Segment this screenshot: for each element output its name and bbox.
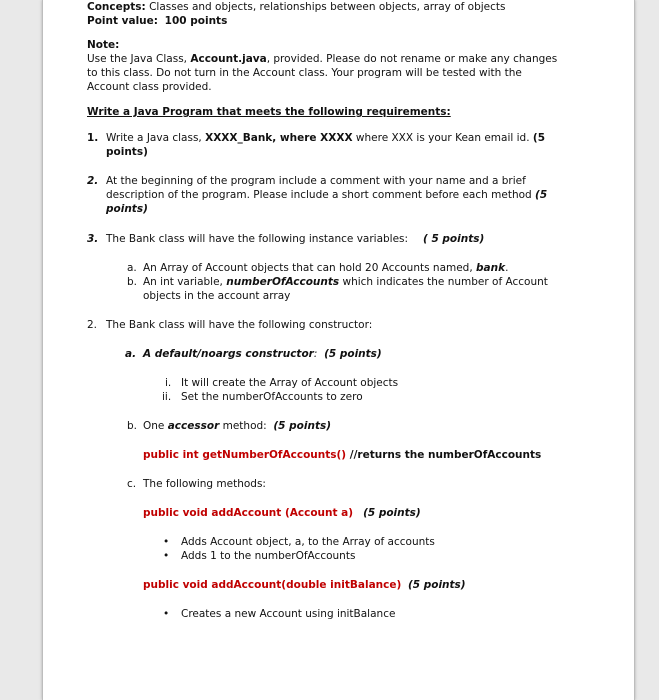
methods-c-label: c. [127, 478, 137, 490]
item-3-text: The Bank class will have the following instance variables: [106, 233, 409, 245]
accessor-code-line: public int getNumberOfAccounts() //returns the numberOfAccounts [143, 449, 542, 461]
bullet-icon: • [163, 550, 170, 562]
item-2-number: 2. [87, 175, 99, 187]
item-1-number: 1. [87, 132, 99, 144]
accessor-b-label: b. [127, 420, 138, 432]
methods-c-text: The following methods: [143, 478, 266, 490]
item-4-text: The Bank class will have the following constructor: [106, 319, 373, 331]
bullet-icon: • [163, 608, 170, 620]
method-1-line: public void addAccount (Account a) (5 points) [143, 507, 421, 519]
note-line-2: to this class. Do not turn in the Account class. Your program will be tested with the [87, 67, 522, 79]
bullet-icon: • [163, 536, 170, 548]
constructor-a-text: A default/noargs constructor: (5 points) [143, 348, 382, 360]
constructor-a-label: a. [125, 348, 137, 360]
item-2-line-3: points) [106, 203, 148, 215]
item-1-line-2: points) [106, 146, 148, 158]
concepts-line: Concepts: Classes and objects, relationships between objects, array of objects [87, 1, 506, 13]
constructor-i-label: i. [165, 377, 172, 389]
document-page [42, 0, 635, 700]
item-3-number: 3. [87, 233, 99, 245]
constructor-i-text: It will create the Array of Account objects [181, 377, 399, 389]
accessor-b-text: One accessor method: (5 points) [143, 420, 332, 432]
point-value-line: Point value: 100 points [87, 15, 228, 27]
method-2-line: public void addAccount(double initBalance) (5 points) [143, 579, 466, 591]
item-2-line-2: description of the program. Please include a short comment before each method (5 [106, 189, 548, 201]
item-2-line-1: At the beginning of the program include a comment with your name and a brief [106, 175, 526, 187]
method-2-bullet-1: Creates a new Account using initBalance [181, 608, 396, 620]
note-line-3: Account class provided. [87, 81, 212, 93]
note-line-1: Use the Java Class, Account.java, provided. Please do not rename or make any changes [87, 53, 558, 65]
item-3b-line-2: objects in the account array [143, 290, 291, 302]
requirements-heading: Write a Java Program that meets the following requirements: [87, 106, 451, 118]
note-title: Note: [87, 39, 120, 51]
item-3b-text: An int variable, numberOfAccounts which indicates the number of Account [143, 276, 548, 288]
item-4-number: 2. [87, 319, 98, 331]
method-1-bullet-1: Adds Account object, a, to the Array of accounts [181, 536, 435, 548]
constructor-ii-label: ii. [162, 391, 172, 403]
item-3a-text: An Array of Account objects that can hold 20 Accounts named, bank. [143, 262, 509, 274]
method-1-bullet-2: Adds 1 to the numberOfAccounts [181, 550, 356, 562]
item-3b-label: b. [127, 276, 138, 288]
item-3a-label: a. [127, 262, 137, 274]
constructor-ii-text: Set the numberOfAccounts to zero [181, 391, 363, 403]
item-3-points: ( 5 points) [423, 233, 485, 245]
item-1-line-1: Write a Java class, XXXX_Bank, where XXXX where XXX is your Kean email id. (5 [106, 132, 545, 144]
